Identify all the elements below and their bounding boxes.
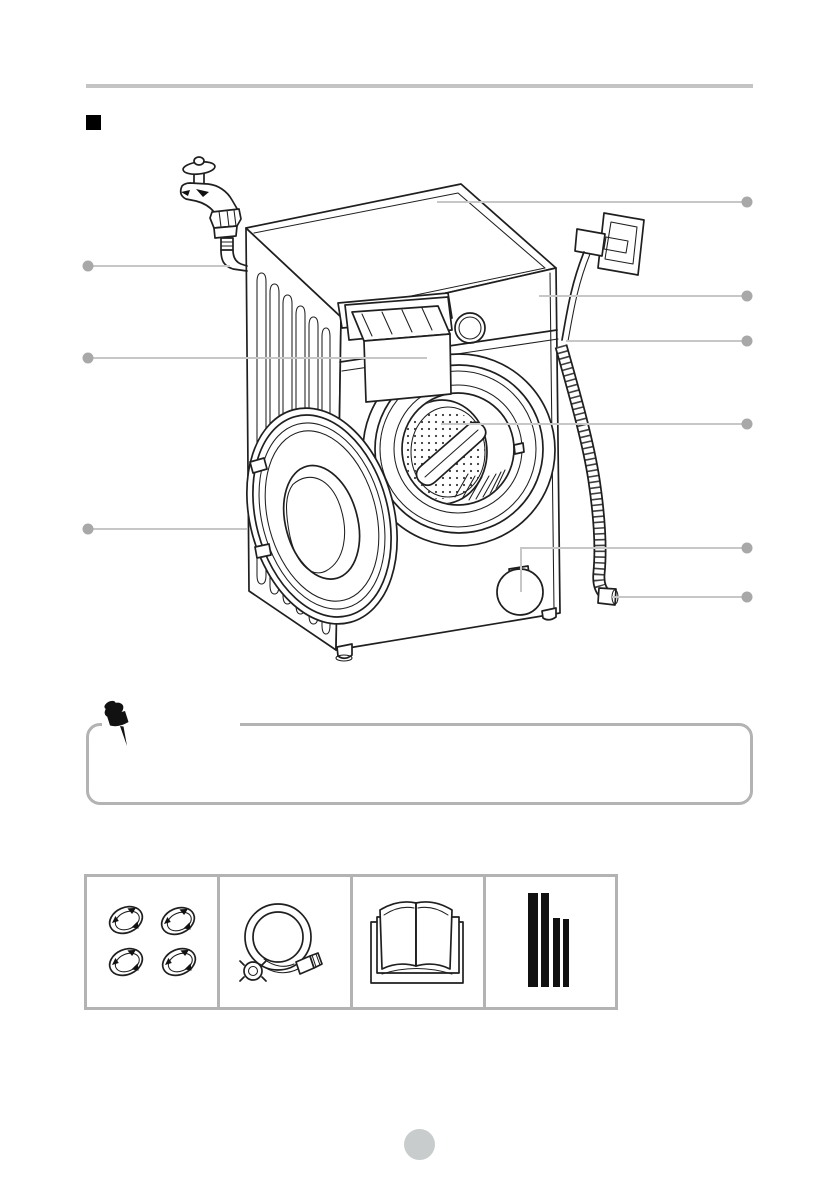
callout-dot bbox=[742, 543, 753, 554]
door-hinge bbox=[255, 544, 271, 558]
transit-hole-caps-icon bbox=[87, 877, 217, 1007]
cable-tie-bars-icon bbox=[486, 877, 616, 1007]
accessories-table bbox=[84, 874, 618, 1010]
accessory-cell-manual bbox=[350, 877, 483, 1007]
water-tap bbox=[181, 157, 241, 250]
accessory-cell-ties bbox=[483, 877, 616, 1007]
drain-hose bbox=[561, 346, 618, 605]
callout-dot bbox=[742, 419, 753, 430]
door-open-button bbox=[514, 443, 524, 454]
callout-dot bbox=[742, 197, 753, 208]
callout-dot bbox=[83, 353, 94, 364]
callout-dot bbox=[742, 336, 753, 347]
callout-dot bbox=[742, 592, 753, 603]
page-number-badge bbox=[404, 1129, 435, 1160]
power-plug bbox=[575, 229, 605, 256]
note-box bbox=[86, 723, 753, 805]
inlet-hose-coil-icon bbox=[220, 877, 350, 1007]
callout-dot bbox=[83, 524, 94, 535]
user-manual-book-icon bbox=[353, 877, 483, 1007]
pushpin-icon bbox=[101, 700, 137, 752]
accessory-cell-caps bbox=[87, 877, 217, 1007]
callout-dot bbox=[742, 291, 753, 302]
inlet-hose bbox=[221, 250, 247, 271]
callout-dot bbox=[83, 261, 94, 272]
accessory-cell-inlet-hose bbox=[217, 877, 350, 1007]
